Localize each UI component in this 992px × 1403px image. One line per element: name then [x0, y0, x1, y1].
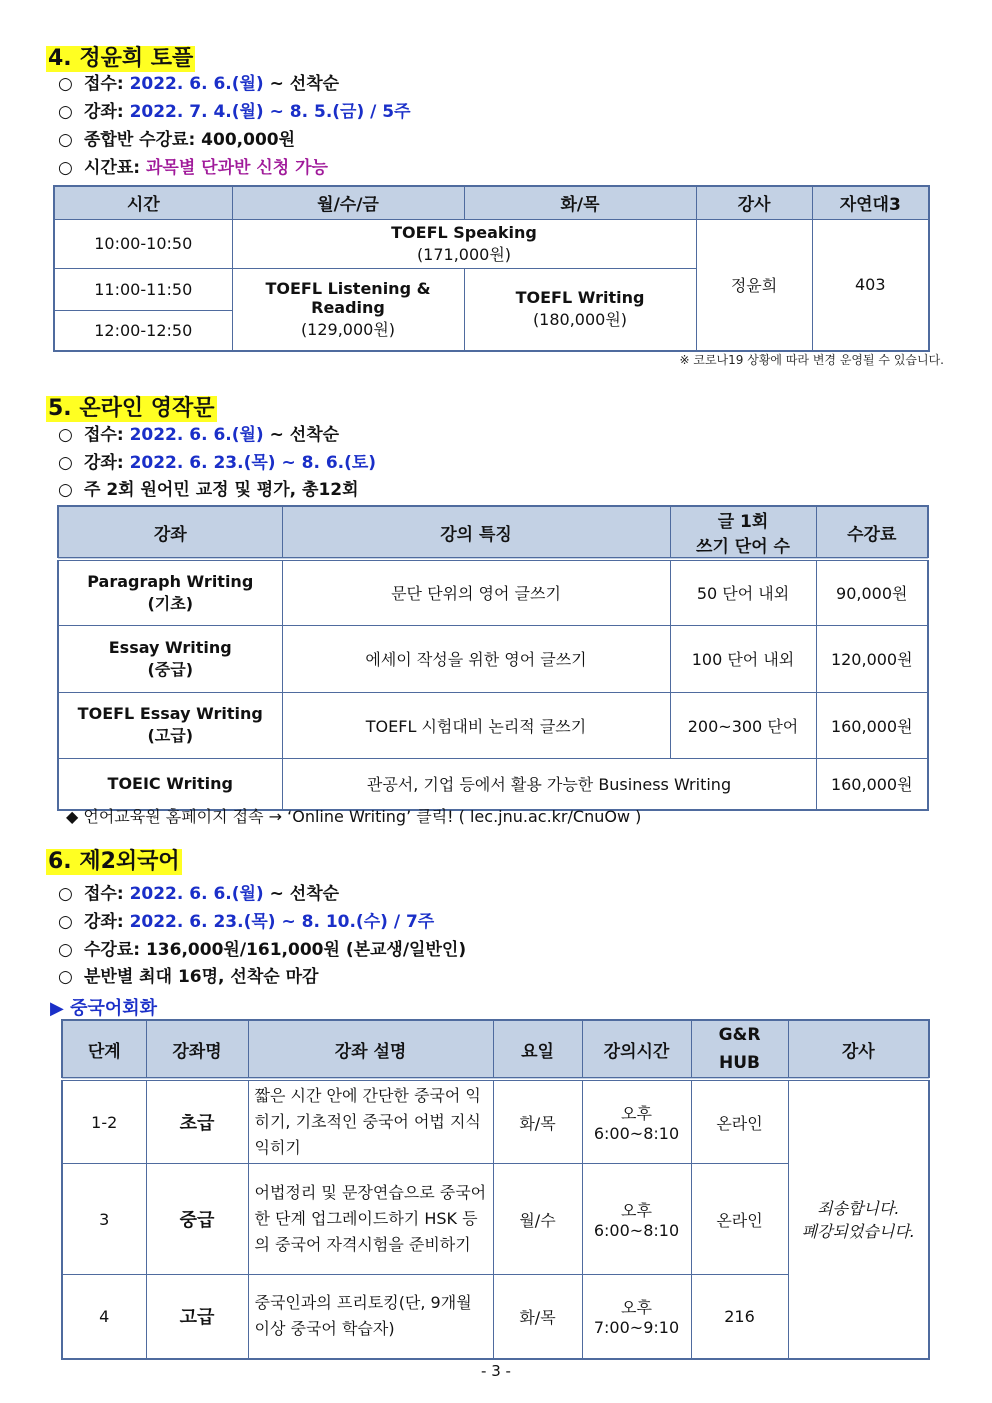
course-words: 50 단어 내외 — [670, 559, 816, 625]
th-level: 단계 — [62, 1020, 146, 1079]
course-feature: 에세이 작성을 위한 영어 글쓰기 — [282, 625, 670, 692]
desc-cell: 짧은 시간 안에 간단한 중국어 익히기, 기초적인 중국어 어법 지식 익히기 — [248, 1079, 493, 1164]
th-course: 강좌 — [58, 506, 282, 559]
course-fee: 120,000원 — [816, 625, 928, 692]
course-fee: 160,000원 — [816, 692, 928, 758]
th-teacher: 강사 — [696, 186, 812, 219]
time-slot: 12:00-12:50 — [54, 310, 232, 351]
day-cell: 화/목 — [493, 1079, 582, 1164]
time-slot: 10:00-10:50 — [54, 219, 232, 268]
s4-bullet-fee: ○ 종합반 수강료: 400,000원 — [58, 130, 296, 150]
teacher-cell: 정윤희 — [696, 219, 812, 351]
th-feature: 강의 특징 — [282, 506, 670, 559]
th-day: 요일 — [493, 1020, 582, 1079]
course-feature: 문단 단위의 영어 글쓰기 — [282, 559, 670, 625]
chinese-course-table — [61, 1019, 930, 1360]
s5-bullet-reception: ○ 접수: 2022. 6. 6.(월) ~ 선착순 — [58, 425, 340, 445]
course-words: 100 단어 내외 — [670, 625, 816, 692]
day-cell: 화/목 — [493, 1275, 582, 1359]
table-row — [58, 559, 928, 625]
course-feature: 관공서, 기업 등에서 활용 가능한 Business Writing — [282, 758, 816, 810]
level-cell: 1-2 — [62, 1079, 146, 1164]
s6-bullet-capacity: ○ 분반별 최대 16명, 선착순 마감 — [58, 967, 319, 987]
toefl-timetable — [53, 185, 930, 352]
writing-cell: TOEFL Writing (180,000원) — [464, 268, 696, 351]
teacher-cell: 죄송합니다. 폐강되었습니다. — [788, 1079, 929, 1359]
desc-cell: 어법정리 및 문장연습으로 중국어 한 단계 업그레이드하기 HSK 등의 중국어 자격시험을 준비하기 — [248, 1164, 493, 1275]
time-cell: 오후 6:00~8:10 — [582, 1164, 691, 1275]
table-row — [58, 692, 928, 758]
th-tt: 화/목 — [464, 186, 696, 219]
th-mwf: 월/수/금 — [232, 186, 464, 219]
online-writing-table — [57, 505, 929, 811]
th-teacher: 강사 — [788, 1020, 929, 1079]
s4-bullet-reception: ○ 접수: 2022. 6. 6.(월) ~ 선착순 — [58, 74, 340, 94]
course-feature: TOEFL 시험대비 논리적 글쓰기 — [282, 692, 670, 758]
level-cell: 3 — [62, 1164, 146, 1275]
s4-bullet-course: ○ 강좌: 2022. 7. 4.(월) ~ 8. 5.(금) / 5주 — [58, 102, 411, 122]
name-cell: 고급 — [146, 1275, 248, 1359]
section-5-title: 5. 온라인 영작문 — [48, 396, 215, 421]
th-words: 글 1회 쓰기 단어 수 — [670, 506, 816, 559]
course-name: Essay Writing (중급) — [58, 625, 282, 692]
speaking-cell: TOEFL Speaking (171,000원) — [232, 219, 696, 268]
day-cell: 월/수 — [493, 1164, 582, 1275]
th-fee: 수강료 — [816, 506, 928, 559]
s6-bullet-fee: ○ 수강료: 136,000원/161,000원 (본교생/일반인) — [58, 940, 467, 960]
time-cell: 오후 6:00~8:10 — [582, 1079, 691, 1164]
time-cell: 오후 7:00~9:10 — [582, 1275, 691, 1359]
course-name: TOEIC Writing — [58, 758, 282, 810]
table-row — [58, 758, 928, 810]
name-cell: 중급 — [146, 1164, 248, 1275]
s4-bullet-timetable: ○ 시간표: 과목별 단과반 신청 가능 — [58, 158, 328, 178]
room-cell: 온라인 — [691, 1079, 788, 1164]
table-row — [58, 625, 928, 692]
page-number: - 3 - — [481, 1362, 511, 1380]
desc-cell: 중국인과의 프리토킹(단, 9개월 이상 중국어 학습자) — [248, 1275, 493, 1359]
s5-bullet-correction: ○ 주 2회 원어민 교정 및 평가, 총12회 — [58, 480, 359, 500]
course-words: 200~300 단어 — [670, 692, 816, 758]
th-time: 시간 — [54, 186, 232, 219]
level-cell: 4 — [62, 1275, 146, 1359]
room-cell: 216 — [691, 1275, 788, 1359]
room-cell: 온라인 — [691, 1164, 788, 1275]
room-cell: 403 — [812, 219, 929, 351]
section-6-title: 6. 제2외국어 — [48, 849, 180, 874]
th-room: 자연대3 — [812, 186, 929, 219]
listening-cell: TOEFL Listening & Reading (129,000원) — [232, 268, 464, 351]
chinese-subtitle: ▶ 중국어회화 — [50, 998, 158, 1019]
s6-bullet-course: ○ 강좌: 2022. 6. 23.(목) ~ 8. 10.(수) / 7주 — [58, 912, 435, 932]
online-writing-link: ◆ 언어교육원 홈페이지 접속 → ‘Online Writing’ 클릭! ( lec.jnu.ac.kr/CnuOw ) — [66, 807, 642, 826]
course-fee: 160,000원 — [816, 758, 928, 810]
course-name: Paragraph Writing (기초) — [58, 559, 282, 625]
section-4-title: 4. 정윤희 토플 — [48, 46, 194, 71]
th-room: G&R HUB — [691, 1020, 788, 1079]
name-cell: 초급 — [146, 1079, 248, 1164]
s5-bullet-course: ○ 강좌: 2022. 6. 23.(목) ~ 8. 6.(토) — [58, 453, 377, 473]
covid-note: ※ 코로나19 상황에 따라 변경 운영될 수 있습니다. — [679, 353, 944, 367]
th-desc: 강좌 설명 — [248, 1020, 493, 1079]
s6-bullet-reception: ○ 접수: 2022. 6. 6.(월) ~ 선착순 — [58, 884, 340, 904]
course-fee: 90,000원 — [816, 559, 928, 625]
course-name: TOEFL Essay Writing (고급) — [58, 692, 282, 758]
th-time: 강의시간 — [582, 1020, 691, 1079]
th-name: 강좌명 — [146, 1020, 248, 1079]
time-slot: 11:00-11:50 — [54, 268, 232, 310]
table-row — [62, 1079, 929, 1164]
